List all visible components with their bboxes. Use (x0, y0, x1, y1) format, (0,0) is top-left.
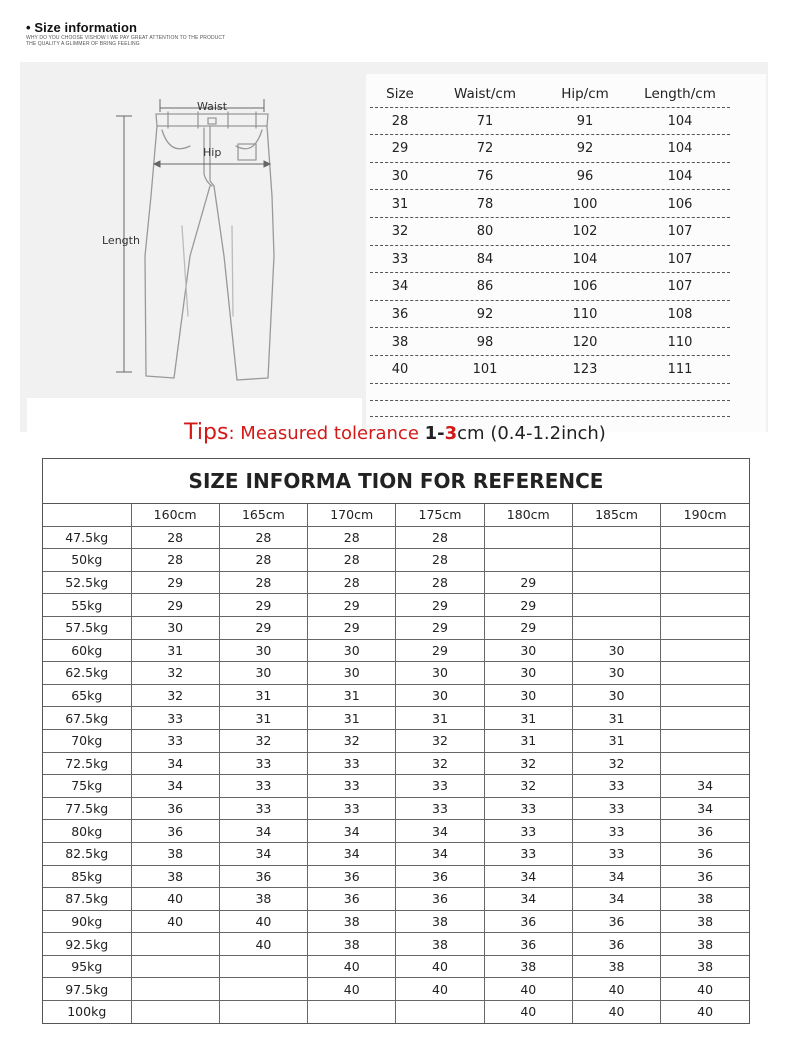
size-cell: 30 (484, 662, 572, 685)
header-title-text: Size information (34, 20, 138, 35)
size-table-cell: 111 (667, 362, 693, 378)
size-cell: 33 (131, 707, 219, 730)
size-cell: 34 (661, 797, 749, 820)
size-table-cell: 107 (667, 279, 693, 295)
size-cell: 33 (308, 797, 396, 820)
size-cell: 34 (572, 865, 660, 888)
reference-row (43, 594, 749, 617)
tips-num1: 1 (424, 423, 438, 444)
hip-label: Hip (203, 146, 222, 159)
size-cell: 36 (484, 933, 572, 956)
length-label: Length (102, 234, 140, 247)
size-table-cell: 110 (667, 334, 693, 350)
reference-table (42, 458, 750, 1024)
size-table-row (370, 273, 730, 301)
size-cell: 38 (572, 955, 660, 978)
size-cell: 29 (131, 571, 219, 594)
size-cell (572, 571, 660, 594)
size-cell (572, 616, 660, 639)
size-cell (661, 729, 749, 752)
height-header-cell: 180cm (484, 504, 572, 526)
size-cell: 33 (308, 775, 396, 798)
reference-row (43, 616, 749, 639)
size-cell: 31 (308, 707, 396, 730)
size-table-cell: 104 (572, 251, 598, 267)
reference-corner-cell (43, 504, 131, 526)
size-cell: 38 (661, 933, 749, 956)
size-table-cell: 84 (476, 251, 494, 267)
weight-cell: 50kg (43, 549, 131, 572)
button-shape (208, 118, 216, 124)
size-cell: 36 (484, 910, 572, 933)
size-cell (661, 594, 749, 617)
height-header-cell: 165cm (219, 504, 307, 526)
size-cell: 30 (484, 639, 572, 662)
size-cell: 29 (396, 616, 484, 639)
reference-row (43, 775, 749, 798)
size-cell: 29 (484, 594, 572, 617)
height-header-cell: 170cm (308, 504, 396, 526)
size-cell: 31 (484, 729, 572, 752)
size-cell (219, 1001, 307, 1023)
weight-cell: 97.5kg (43, 978, 131, 1001)
reference-grid (43, 504, 749, 1023)
weight-cell: 85kg (43, 865, 131, 888)
weight-cell: 75kg (43, 775, 131, 798)
weight-cell: 90kg (43, 910, 131, 933)
reference-row (43, 820, 749, 843)
size-cell (572, 549, 660, 572)
tips-dash: - (437, 423, 445, 444)
size-cell: 28 (219, 571, 307, 594)
size-cell (131, 1001, 219, 1023)
size-table-cell: 120 (572, 334, 598, 350)
size-cell: 33 (484, 820, 572, 843)
size-cell: 30 (219, 662, 307, 685)
size-cell: 33 (131, 729, 219, 752)
reference-row (43, 571, 749, 594)
size-table-cell: 123 (572, 362, 598, 378)
size-cell: 33 (572, 842, 660, 865)
size-cell: 36 (308, 865, 396, 888)
reference-row (43, 639, 749, 662)
size-cell: 30 (219, 639, 307, 662)
size-cell: 31 (484, 707, 572, 730)
weight-cell: 55kg (43, 594, 131, 617)
size-cell: 30 (396, 662, 484, 685)
tips-unit: cm (457, 423, 485, 444)
size-cell: 40 (572, 978, 660, 1001)
size-table-cell: 31 (391, 196, 409, 212)
weight-cell: 57.5kg (43, 616, 131, 639)
size-table-cell: 100 (572, 196, 598, 212)
size-cell: 36 (396, 865, 484, 888)
weight-cell: 60kg (43, 639, 131, 662)
size-cell: 32 (131, 684, 219, 707)
size-cell: 33 (484, 797, 572, 820)
reference-row (43, 888, 749, 911)
size-cell: 29 (308, 616, 396, 639)
size-cell: 30 (572, 662, 660, 685)
size-cell: 31 (219, 684, 307, 707)
size-table-header (370, 80, 730, 108)
size-cell: 32 (572, 752, 660, 775)
size-cell (661, 526, 749, 549)
size-cell: 36 (396, 888, 484, 911)
header (26, 20, 225, 47)
size-cell: 29 (308, 594, 396, 617)
size-cell: 36 (219, 865, 307, 888)
size-cell: 40 (219, 933, 307, 956)
size-table-cell: 92 (476, 307, 494, 323)
reference-row (43, 729, 749, 752)
size-cell: 38 (219, 888, 307, 911)
size-table-cell: 92 (576, 141, 594, 157)
size-table-cell: 102 (572, 224, 598, 240)
size-table-row (370, 328, 730, 356)
size-cell: 31 (572, 729, 660, 752)
reference-row (43, 549, 749, 572)
size-cell: 30 (396, 684, 484, 707)
size-table-cell: 106 (572, 279, 598, 295)
size-cell: 31 (219, 707, 307, 730)
size-cell (661, 707, 749, 730)
size-cell: 33 (396, 775, 484, 798)
size-cell: 33 (219, 752, 307, 775)
size-cell: 29 (484, 616, 572, 639)
size-cell: 33 (484, 842, 572, 865)
size-cell: 33 (572, 775, 660, 798)
reference-row (43, 842, 749, 865)
header-size: Size (386, 85, 414, 102)
height-header-cell: 185cm (572, 504, 660, 526)
size-cell: 36 (131, 820, 219, 843)
size-cell: 28 (396, 571, 484, 594)
size-cell: 30 (308, 662, 396, 685)
size-cell: 30 (572, 639, 660, 662)
size-cell: 38 (131, 865, 219, 888)
size-table-cell: 104 (667, 113, 693, 129)
size-table-cell: 80 (476, 224, 494, 240)
header-hip: Hip/cm (561, 85, 609, 102)
size-cell: 34 (661, 775, 749, 798)
size-cell: 28 (131, 549, 219, 572)
size-cell: 38 (661, 955, 749, 978)
reference-row (43, 933, 749, 956)
size-cell: 38 (308, 910, 396, 933)
size-table-row (370, 246, 730, 274)
header-waist: Waist/cm (454, 85, 516, 102)
size-table-row (370, 163, 730, 191)
size-cell: 31 (396, 707, 484, 730)
size-cell: 33 (308, 752, 396, 775)
size-cell (661, 662, 749, 685)
size-table-row (370, 356, 730, 384)
size-cell (661, 752, 749, 775)
size-cell (219, 978, 307, 1001)
size-cell: 36 (661, 842, 749, 865)
size-cell: 31 (572, 707, 660, 730)
size-cell: 36 (308, 888, 396, 911)
size-cell: 40 (131, 888, 219, 911)
size-cell: 38 (484, 955, 572, 978)
size-table-cell: 110 (572, 307, 598, 323)
size-cell: 40 (484, 978, 572, 1001)
size-cell: 30 (572, 684, 660, 707)
size-cell: 34 (131, 775, 219, 798)
size-cell: 28 (308, 549, 396, 572)
height-header-cell: 190cm (661, 504, 749, 526)
header-title (26, 20, 225, 35)
size-table-cell: 106 (667, 196, 693, 212)
size-cell: 40 (396, 978, 484, 1001)
size-cell: 34 (396, 820, 484, 843)
waist-label: Waist (197, 100, 228, 113)
weight-cell: 80kg (43, 820, 131, 843)
size-cell: 40 (661, 1001, 749, 1023)
size-table-cell: 104 (667, 141, 693, 157)
size-cell: 31 (308, 684, 396, 707)
size-cell (396, 1001, 484, 1023)
size-cell: 36 (572, 910, 660, 933)
size-cell: 33 (572, 797, 660, 820)
height-header-cell: 160cm (131, 504, 219, 526)
size-table-cell: 104 (667, 169, 693, 185)
size-cell (308, 1001, 396, 1023)
weight-cell: 100kg (43, 1001, 131, 1023)
size-cell: 40 (396, 955, 484, 978)
size-table-row (370, 218, 730, 246)
header-subtitle-line: THE QUALITY A GLIMMER OF BRING FEELING (26, 41, 140, 47)
size-cell: 30 (308, 639, 396, 662)
size-cell (131, 955, 219, 978)
size-table-cell: 107 (667, 251, 693, 267)
weight-cell: 77.5kg (43, 797, 131, 820)
weight-cell: 47.5kg (43, 526, 131, 549)
size-table-cell: 29 (391, 141, 409, 157)
weight-cell: 95kg (43, 955, 131, 978)
size-cell: 40 (308, 955, 396, 978)
size-cell (219, 955, 307, 978)
size-cell (484, 526, 572, 549)
size-cell: 32 (219, 729, 307, 752)
reference-title: SIZE INFORMA TION FOR REFERENCE (43, 459, 749, 504)
height-header-cell: 175cm (396, 504, 484, 526)
size-cell: 36 (572, 933, 660, 956)
tips-colon: : (228, 423, 235, 444)
reference-row (43, 662, 749, 685)
size-table-row (370, 190, 730, 218)
size-table-cell: 96 (576, 169, 594, 185)
size-cell: 34 (219, 820, 307, 843)
size-cell (131, 978, 219, 1001)
reference-header-row (43, 504, 749, 526)
size-cell: 36 (661, 865, 749, 888)
size-table-cell: 72 (476, 141, 494, 157)
size-table-cell: 30 (391, 169, 409, 185)
size-cell: 36 (661, 820, 749, 843)
size-table-cell: 32 (391, 224, 409, 240)
reference-row (43, 526, 749, 549)
size-cell: 28 (308, 571, 396, 594)
size-cell: 28 (131, 526, 219, 549)
weight-cell: 82.5kg (43, 842, 131, 865)
pants-diagram (78, 86, 298, 446)
reference-row (43, 684, 749, 707)
size-cell: 32 (396, 752, 484, 775)
size-cell: 34 (131, 752, 219, 775)
weight-cell: 52.5kg (43, 571, 131, 594)
tips-num2: 3 (444, 423, 458, 444)
size-cell: 38 (396, 910, 484, 933)
size-table-cell: 101 (472, 362, 498, 378)
size-cell: 28 (219, 526, 307, 549)
size-cell: 29 (219, 616, 307, 639)
weight-cell: 87.5kg (43, 888, 131, 911)
weight-cell: 92.5kg (43, 933, 131, 956)
tips-label: Tips (184, 420, 229, 445)
weight-cell: 72.5kg (43, 752, 131, 775)
size-cell (131, 933, 219, 956)
size-cell: 32 (484, 775, 572, 798)
size-cell: 34 (219, 842, 307, 865)
reference-row (43, 955, 749, 978)
size-table-cell: 38 (391, 334, 409, 350)
reference-row (43, 752, 749, 775)
size-cell (484, 549, 572, 572)
reference-row (43, 707, 749, 730)
size-cell (661, 571, 749, 594)
size-cell: 38 (661, 888, 749, 911)
size-table-cell: 71 (476, 113, 494, 129)
size-cell: 31 (131, 639, 219, 662)
size-cell (572, 594, 660, 617)
size-cell: 30 (131, 616, 219, 639)
reference-row (43, 1001, 749, 1023)
size-cell: 32 (131, 662, 219, 685)
size-cell: 29 (396, 594, 484, 617)
size-table-row (370, 108, 730, 136)
bullet-icon: • (26, 20, 31, 35)
weight-cell: 62.5kg (43, 662, 131, 685)
weight-cell: 67.5kg (43, 707, 131, 730)
reference-row (43, 865, 749, 888)
size-cell: 34 (572, 888, 660, 911)
size-cell: 33 (572, 820, 660, 843)
size-table-cell: 86 (476, 279, 494, 295)
table-divider (370, 400, 730, 401)
size-cell: 33 (219, 797, 307, 820)
tips-note: (0.4-1.2inch) (484, 423, 606, 444)
size-table-cell: 33 (391, 251, 409, 267)
size-cell: 29 (219, 594, 307, 617)
header-subtitle (26, 35, 225, 47)
size-table-cell: 78 (476, 196, 494, 212)
size-table (370, 80, 730, 384)
size-cell: 38 (131, 842, 219, 865)
size-cell: 28 (308, 526, 396, 549)
size-cell: 34 (484, 865, 572, 888)
header-subtitle-line: WHY DO YOU CHOOSE VISHOW I WE PAY GREAT ATTENTION TO THE PRODUCT (26, 35, 226, 41)
size-cell: 38 (661, 910, 749, 933)
tips-line (0, 420, 790, 445)
size-table-cell: 107 (667, 224, 693, 240)
size-table-cell: 108 (667, 307, 693, 323)
size-cell: 34 (308, 820, 396, 843)
size-cell: 29 (396, 639, 484, 662)
size-cell: 40 (308, 978, 396, 1001)
size-cell: 38 (396, 933, 484, 956)
size-cell: 29 (484, 571, 572, 594)
size-cell (572, 526, 660, 549)
tips-text: Measured tolerance (234, 423, 425, 444)
size-table-cell: 98 (476, 334, 494, 350)
size-cell: 32 (308, 729, 396, 752)
weight-cell: 65kg (43, 684, 131, 707)
reference-row (43, 797, 749, 820)
reference-row (43, 978, 749, 1001)
size-cell: 36 (131, 797, 219, 820)
size-cell: 33 (396, 797, 484, 820)
table-divider (370, 416, 730, 417)
size-table-cell: 36 (391, 307, 409, 323)
size-cell: 40 (572, 1001, 660, 1023)
size-cell: 33 (219, 775, 307, 798)
size-cell: 30 (484, 684, 572, 707)
size-cell: 34 (396, 842, 484, 865)
size-table-row (370, 135, 730, 163)
size-cell (661, 549, 749, 572)
size-cell: 40 (484, 1001, 572, 1023)
size-cell: 29 (131, 594, 219, 617)
size-table-cell: 34 (391, 279, 409, 295)
size-cell: 40 (219, 910, 307, 933)
size-cell: 34 (484, 888, 572, 911)
size-table-cell: 91 (576, 113, 594, 129)
size-cell: 34 (308, 842, 396, 865)
size-table-cell: 40 (391, 362, 409, 378)
size-cell: 38 (308, 933, 396, 956)
weight-cell: 70kg (43, 729, 131, 752)
size-table-cell: 28 (391, 113, 409, 129)
size-cell (661, 684, 749, 707)
size-cell: 40 (661, 978, 749, 1001)
size-cell: 40 (131, 910, 219, 933)
size-table-cell: 76 (476, 169, 494, 185)
size-cell: 28 (219, 549, 307, 572)
size-cell (661, 639, 749, 662)
size-cell: 32 (484, 752, 572, 775)
header-length: Length/cm (644, 85, 716, 102)
size-cell (661, 616, 749, 639)
size-table-row (370, 301, 730, 329)
reference-row (43, 910, 749, 933)
size-cell: 28 (396, 526, 484, 549)
size-cell: 28 (396, 549, 484, 572)
size-table-body (370, 108, 730, 384)
size-cell: 32 (396, 729, 484, 752)
